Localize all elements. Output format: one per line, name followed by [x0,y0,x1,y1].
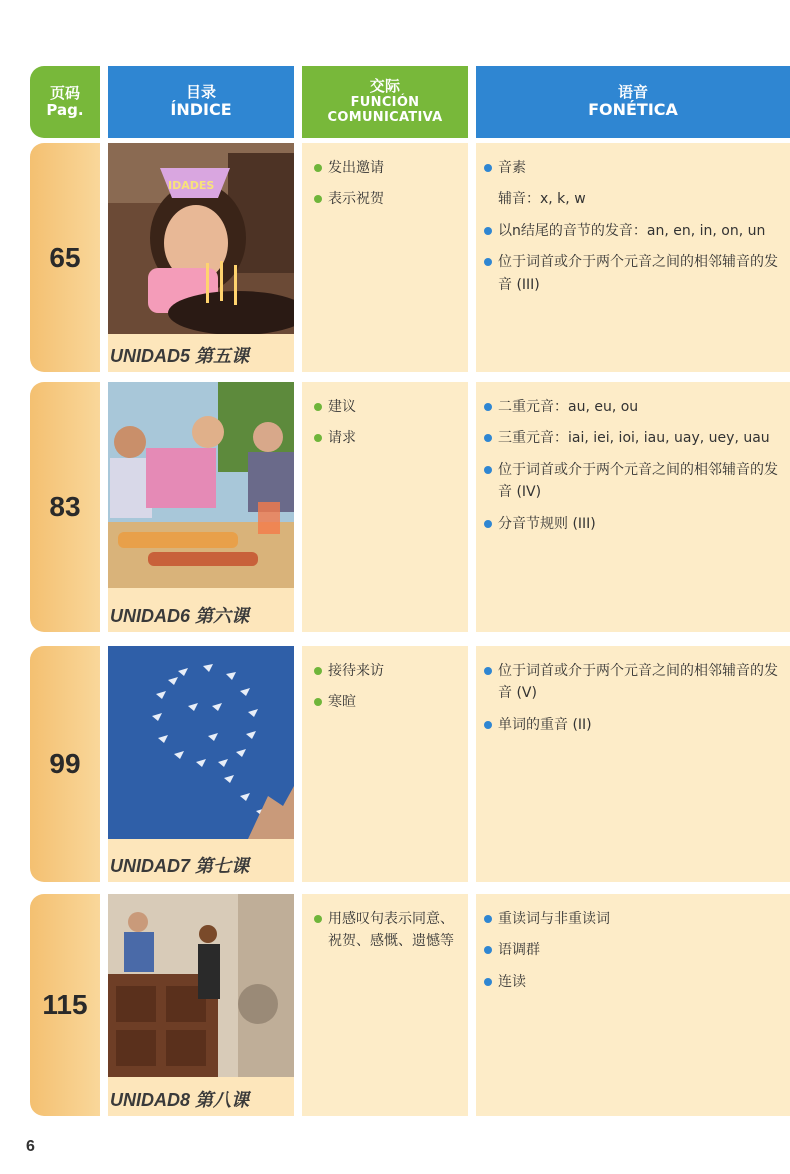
header-index-cn: 目录 [185,83,216,102]
blue-bullet-icon [484,258,492,266]
unit-label: UNIDAD8 第八课 [110,1090,250,1110]
green-bullet-icon [314,915,322,923]
header-function [302,66,468,138]
phonetics-item: 二重元音：au, eu, ou [484,396,784,418]
green-bullet-icon [314,667,322,675]
phonetics-cell [476,894,790,1116]
header-index [108,66,294,138]
header-index-es: ÍNDICE [170,100,232,120]
blue-bullet-icon [484,403,492,411]
blue-bullet-icon [484,227,492,235]
phonetics-item: 音素 [484,157,784,179]
header-phonetics-es: FONÉTICA [588,100,678,120]
unit-row-6 [0,382,790,632]
phonetics-cell [476,143,790,372]
function-item: 表示祝贺 [314,188,462,210]
phonetics-item: 辅音：x, k, w [498,191,586,208]
header-phonetics-cn: 语音 [617,83,648,102]
unit-image-cell [108,646,294,882]
header-page [30,66,100,138]
page-number-cell: 83 [30,382,100,632]
function-item: 用感叹句表示同意、祝贺、感慨、遗憾等 [314,908,462,953]
phonetics-item: 三重元音：iai, iei, ioi, iau, uay, uey, uau [484,427,784,449]
unit-label: UNIDAD6 第六课 [110,606,250,626]
phonetics-item: 位于词首或介于两个元音之间的相邻辅音的发音 (III) [484,251,784,296]
page-number-cell: 115 [30,894,100,1116]
blue-bullet-icon [484,164,492,172]
unit-image-cell [108,143,294,372]
green-bullet-icon [314,698,322,706]
function-item: 请求 [314,427,462,449]
phonetics-cell [476,382,790,632]
page-number-cell: 65 [30,143,100,372]
function-item: 建议 [314,396,462,418]
page-number-cell: 99 [30,646,100,882]
header-function-cn: 交际 [369,77,401,96]
header-function-es1: FUNCIÓN [350,94,420,110]
paper-planes-photo [108,646,294,839]
phonetics-item: 连读 [484,971,784,993]
blue-bullet-icon [484,721,492,729]
unit-image-cell [108,382,294,632]
green-bullet-icon [314,164,322,172]
unit-label: UNIDAD7 第七课 [110,856,250,876]
blue-bullet-icon [484,520,492,528]
birthday-photo [108,143,294,334]
blue-bullet-icon [484,434,492,442]
blue-bullet-icon [484,466,492,474]
function-cell [302,382,468,632]
phonetics-item: 以n结尾的音节的发音：an, en, in, on, un [484,220,784,242]
blue-bullet-icon [484,915,492,923]
phonetics-cell [476,646,790,882]
hotel-reception-photo [108,894,294,1077]
blue-bullet-icon [484,667,492,675]
phonetics-item: 分音节规则 (III) [484,513,784,535]
phonetics-item: 位于词首或介于两个元音之间的相邻辅音的发音 (V) [484,660,784,705]
unit-image-cell [108,894,294,1116]
blue-bullet-icon [484,946,492,954]
unit-row-8 [0,894,790,1116]
unit-row-7 [0,646,790,882]
phonetics-item: 重读词与非重读词 [484,908,784,930]
function-item: 发出邀请 [314,157,462,179]
phonetics-item: 位于词首或介于两个元音之间的相邻辅音的发音 (IV) [484,459,784,504]
function-cell [302,894,468,1116]
function-item: 寒暄 [314,691,462,713]
phonetics-item: 语调群 [484,939,784,961]
header-page-es: Pag. [46,101,84,119]
unit-label: UNIDAD5 第五课 [110,346,250,366]
header-phonetics [476,66,790,138]
green-bullet-icon [314,403,322,411]
phonetics-item: 单词的重音 (II) [484,714,784,736]
green-bullet-icon [314,195,322,203]
function-cell [302,646,468,882]
unit-row-5 [0,143,790,372]
header-page-cn: 页码 [49,83,80,102]
blue-bullet-icon [484,978,492,986]
function-item: 接待来访 [314,660,462,682]
function-cell [302,143,468,372]
dinner-photo [108,382,294,588]
page-number: 6 [26,1138,35,1155]
svg-text:IDADES: IDADES [168,179,215,192]
green-bullet-icon [314,434,322,442]
header-function-es2: COMUNICATIVA [327,109,443,125]
